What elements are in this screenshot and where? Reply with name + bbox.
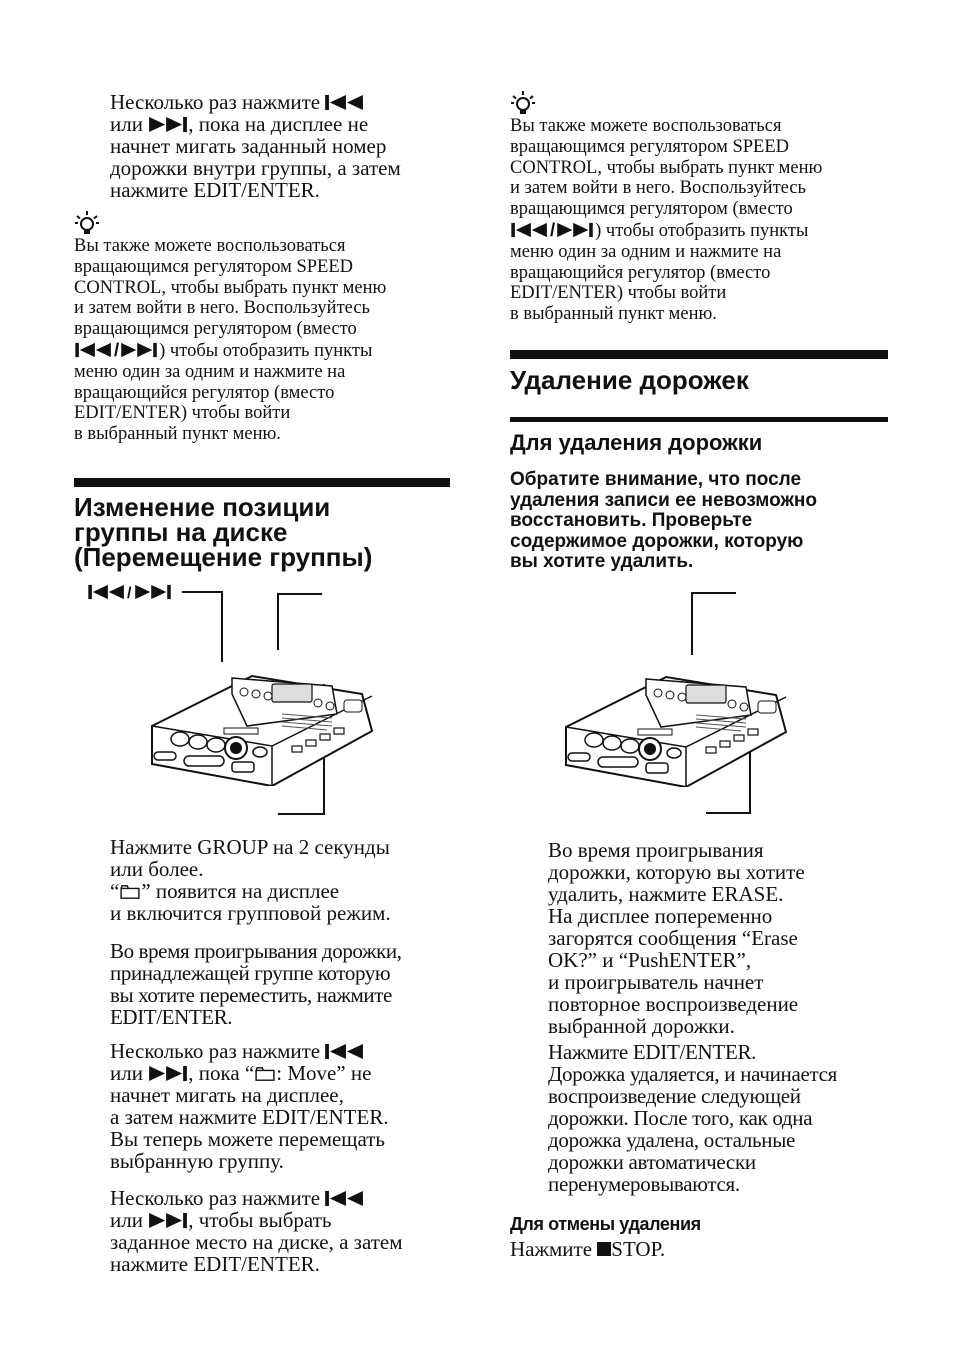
minidisc-player-image <box>152 676 372 786</box>
text-line: выбранной дорожки. <box>548 1014 735 1038</box>
text-line: Вы теперь можете перемещать <box>110 1127 386 1151</box>
text-line: выбранную группу. <box>110 1149 284 1173</box>
text-line: Несколько раз нажмите <box>110 1187 455 1209</box>
callout-line <box>182 592 222 662</box>
next-track-icon <box>148 116 188 133</box>
text-line: загорятся сообщения “Erase <box>548 926 798 950</box>
text-line: дорожки автоматически <box>548 1150 756 1174</box>
subsection-rule <box>510 417 888 422</box>
device-illustration-left <box>80 580 460 820</box>
tip-line: EDIT/ENTER) чтобы войти <box>510 283 727 304</box>
text-line: нажмите EDIT/ENTER. <box>110 178 320 202</box>
left-step-4 <box>110 1187 455 1275</box>
next-track-icon <box>119 342 159 358</box>
text-line: заданное место на диске, а затем <box>110 1230 403 1254</box>
tip-line: Вы также можете воспользоваться <box>74 236 346 256</box>
tip-line: в выбранный пункт меню. <box>74 424 281 445</box>
text-line: повторное воспроизведение <box>548 992 799 1016</box>
text-line: EDIT/ENTER. <box>110 1005 233 1029</box>
text-line: нажмите EDIT/ENTER. <box>110 1252 320 1276</box>
lightbulb-tip-icon <box>74 210 100 236</box>
text-line: Дорожка удаляется, и начинается <box>548 1062 838 1086</box>
group-folder-icon <box>254 1066 276 1082</box>
right-subsection-title: Для удаления дорожки <box>510 430 763 455</box>
text-line: Во время проигрывания <box>548 838 764 862</box>
tip-line: CONTROL, чтобы выбрать пункт меню <box>74 277 387 298</box>
prev-track-icon <box>510 222 550 238</box>
callout-line <box>692 593 736 655</box>
tip-line: / ) чтобы отобразить пункты <box>74 340 454 362</box>
text-line: или , пока на дисплее не <box>110 112 369 136</box>
text-line: “ ” появится на дисплее <box>110 879 340 903</box>
text-line: начнет мигать на дисплее, <box>110 1083 344 1107</box>
right-tip <box>510 116 890 325</box>
left-step-3 <box>110 1040 455 1172</box>
warning-line: содержимое дорожки, которую <box>510 530 804 552</box>
text-line: или , чтобы выбрать <box>110 1208 332 1232</box>
text-line: дорожки внутри группы, а затем <box>110 156 401 180</box>
text-line: Несколько раз нажмите <box>110 1040 455 1062</box>
tip-line: Вы также можете воспользоваться <box>510 116 782 136</box>
text-line: а затем нажмите EDIT/ENTER. <box>110 1105 389 1129</box>
text-line: OK?” и “PushENTER”, <box>548 948 752 972</box>
text-line: начнет мигать заданный номер <box>110 134 387 158</box>
tip-line: меню один за одним и нажмите на <box>74 361 346 382</box>
text-line: принадлежащей группе которую <box>110 961 391 985</box>
group-folder-icon <box>119 884 141 900</box>
left-tip <box>74 236 454 445</box>
tip-line: вращающийся регулятор (вместо <box>510 262 771 283</box>
tip-line: вращающийся регулятор (вместо <box>74 382 335 403</box>
tip-line: в выбранный пункт меню. <box>510 304 717 325</box>
text-line: Нажмите GROUP на 2 секунды <box>110 835 390 859</box>
section-rule <box>510 350 888 359</box>
callout-line <box>278 594 322 650</box>
right-step-2 <box>548 1041 888 1195</box>
prev-next-label <box>88 585 170 602</box>
right-step-1 <box>548 839 888 1037</box>
tip-line: вращающимся регулятором SPEED <box>74 256 354 277</box>
left-step-top <box>110 91 455 201</box>
section-rule <box>74 478 450 487</box>
prev-track-icon <box>74 342 114 358</box>
left-step-1 <box>110 836 455 924</box>
device-illustration-right <box>540 585 840 825</box>
prev-track-icon <box>325 94 365 111</box>
title-line: (Перемещение группы) <box>74 542 373 572</box>
left-section-title <box>74 492 454 572</box>
text-line: На дисплее попеременно <box>548 904 773 928</box>
text-line: или более. <box>110 857 204 881</box>
lightbulb-tip-icon <box>510 90 536 116</box>
text-line: Во время проигрывания дорожки, <box>110 939 402 963</box>
tip-line: / ) чтобы отобразить пункты <box>510 220 890 242</box>
warning-line: вы хотите удалить. <box>510 551 694 572</box>
prev-track-icon <box>325 1043 365 1060</box>
svg-text:/: / <box>127 585 132 602</box>
right-section-title: Удаление дорожек <box>510 365 749 395</box>
warning-line: удаления записи ее невозможно <box>510 489 817 511</box>
tip-line: и затем войти в него. Воспользуйтесь <box>510 178 806 199</box>
next-track-icon <box>148 1212 188 1229</box>
text-line: воспроизведение следующей <box>548 1084 801 1108</box>
next-track-icon <box>555 222 595 238</box>
tip-line: вращающимся регулятором SPEED <box>510 136 790 157</box>
text-line: дорожка удалена, остальные <box>548 1128 796 1152</box>
text-line: Несколько раз нажмите <box>110 91 455 113</box>
text-line: и проигрыватель начнет <box>548 970 764 994</box>
text-line: вы хотите переместить, нажмите <box>110 983 392 1007</box>
warning-line: Обратите внимание, что после <box>510 469 802 490</box>
tip-line: меню один за одним и нажмите на <box>510 241 782 262</box>
warning-text <box>510 470 890 573</box>
tip-line: EDIT/ENTER) чтобы войти <box>74 403 291 424</box>
title-line: Изменение позиции <box>74 492 331 522</box>
cancel-title: Для отмены удаления <box>510 1214 701 1234</box>
tip-line: вращающимся регулятором (вместо <box>74 319 357 340</box>
title-line: группы на диске <box>74 517 288 547</box>
tip-line: вращающимся регулятором (вместо <box>510 199 793 220</box>
next-track-icon <box>148 1065 188 1082</box>
text-line: перенумеровываются. <box>548 1172 740 1196</box>
stop-square-icon <box>597 1242 611 1256</box>
text-line: и включится групповой режим. <box>110 901 391 925</box>
warning-line: восстановить. Проверьте <box>510 510 753 531</box>
text-line: удалить, нажмите ERASE. <box>548 882 784 906</box>
tip-line: CONTROL, чтобы выбрать пункт меню <box>510 157 823 178</box>
minidisc-player-image <box>566 677 786 787</box>
prev-track-icon <box>325 1190 365 1207</box>
text-line: дорожки, которую вы хотите <box>548 860 805 884</box>
text-line: или , пока “ : Move” не <box>110 1061 372 1085</box>
cancel-text: Нажмите STOP. <box>510 1237 666 1261</box>
text-line: дорожки. После того, как одна <box>548 1106 813 1130</box>
text-line: Нажмите EDIT/ENTER. <box>548 1040 757 1064</box>
left-step-2 <box>110 940 455 1028</box>
tip-line: и затем войти в него. Воспользуйтесь <box>74 298 370 319</box>
